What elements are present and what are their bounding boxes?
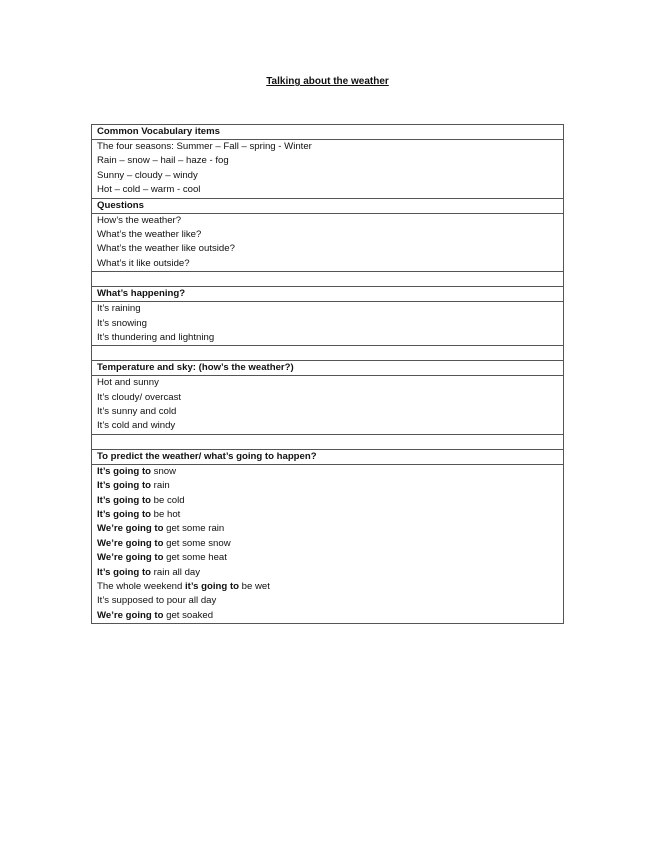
- section-header: Temperature and sky: (how’s the weather?): [92, 361, 563, 376]
- blank-row: [92, 435, 563, 450]
- section-body: [92, 376, 563, 435]
- line-bold-text: We’re going to: [97, 537, 164, 549]
- list-item: [92, 537, 563, 551]
- line-text: rain all day: [151, 566, 201, 578]
- line-text: be hot: [151, 509, 181, 521]
- list-item: It’s thundering and lightning: [97, 331, 215, 343]
- line-text: It’s supposed to pour all day: [97, 595, 217, 607]
- section-header: To predict the weather/ what’s going to happen?: [92, 450, 563, 465]
- blank-row: [92, 272, 563, 287]
- list-item: It’s cloudy/ overcast: [97, 391, 182, 403]
- list-item: It’s sunny and cold: [97, 406, 177, 418]
- line-bold-text: It’s going to: [97, 494, 151, 506]
- section-body: [92, 302, 563, 346]
- line-bold-text: We’re going to: [97, 609, 164, 621]
- list-item: [92, 580, 563, 594]
- line-text: get some heat: [163, 552, 227, 564]
- list-item: What’s the weather like outside?: [97, 243, 235, 255]
- list-item: [92, 479, 563, 493]
- list-item: What’s it like outside?: [97, 257, 190, 269]
- line-bold-text: We’re going to: [97, 552, 164, 564]
- section-header: Questions: [92, 199, 563, 214]
- line-bold-text: It’s going to: [97, 465, 151, 477]
- list-item: [92, 508, 563, 522]
- list-item: What’s the weather like?: [97, 228, 202, 240]
- list-item: Hot and sunny: [97, 377, 159, 389]
- section-body: [92, 214, 563, 273]
- list-item: Rain – snow – hail – haze - fog: [97, 155, 229, 167]
- weather-vocabulary-table: [91, 124, 564, 624]
- line-text: get some rain: [163, 523, 225, 535]
- line-text: get some snow: [163, 537, 231, 549]
- line-text: snow: [151, 465, 177, 477]
- list-item: [92, 566, 563, 580]
- line-text: be wet: [239, 580, 270, 592]
- blank-row: [92, 346, 563, 361]
- line-text: rain: [151, 480, 170, 492]
- section-body: [92, 465, 563, 624]
- line-bold-text: It’s going to: [97, 566, 151, 578]
- list-item: [92, 551, 563, 565]
- list-item: [92, 494, 563, 508]
- list-item: [92, 594, 563, 608]
- line-text: get soaked: [163, 609, 214, 621]
- line-text: be cold: [151, 494, 185, 506]
- line-bold-text: It’s going to: [97, 509, 151, 521]
- list-item: It’s raining: [97, 303, 141, 315]
- line-bold-text: We’re going to: [97, 523, 164, 535]
- section-header: What’s happening?: [92, 287, 563, 302]
- list-item: [92, 465, 563, 479]
- list-item: [92, 522, 563, 536]
- list-item: Hot – cold – warm - cool: [97, 184, 201, 196]
- section-header: Common Vocabulary items: [92, 125, 563, 140]
- list-item: The four seasons: Summer – Fall – spring - Winter: [97, 141, 312, 152]
- section-body: [92, 140, 563, 199]
- list-item: It’s snowing: [97, 317, 147, 329]
- line-text: The whole weekend: [97, 580, 185, 592]
- line-bold-text: it’s going to: [185, 580, 239, 592]
- document-title: [0, 76, 655, 87]
- title-text: Talking about the weather: [266, 76, 389, 87]
- list-item: [92, 609, 563, 623]
- line-bold-text: It’s going to: [97, 480, 151, 492]
- list-item: Sunny – cloudy – windy: [97, 169, 198, 181]
- list-item: How’s the weather?: [97, 214, 182, 226]
- list-item: It’s cold and windy: [97, 420, 176, 432]
